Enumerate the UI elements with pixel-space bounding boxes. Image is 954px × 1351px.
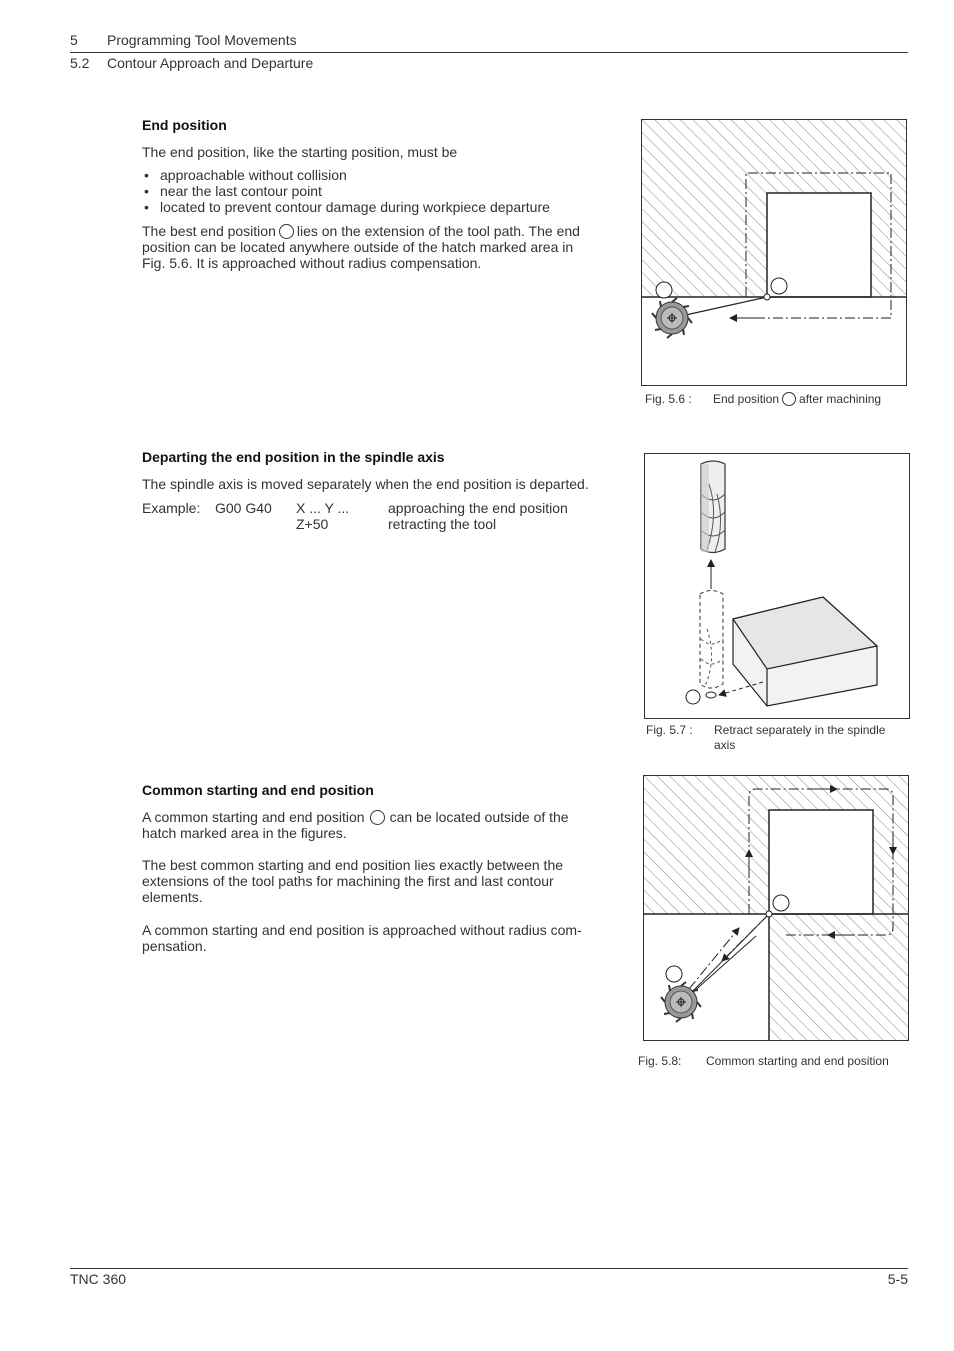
end-position-circle-icon	[279, 224, 294, 239]
section-number: 5.2	[70, 55, 90, 71]
spindle-intro: The spindle axis is moved separately when the end position is departed.	[142, 476, 589, 492]
figure-5-6	[641, 119, 907, 386]
list-item: • located to prevent contour damage during workpiece departure	[142, 199, 622, 215]
heading-common-position: Common starting and end position	[142, 782, 374, 798]
spindle-retract-diagram	[645, 454, 909, 718]
common-position-paragraph-2: The best common starting and end position lies exactly between the extensions of the tool paths for machining the first and last contour elements.	[142, 857, 564, 905]
figure-5-8-label: Fig. 5.8:	[638, 1054, 682, 1068]
end-position-circle-icon	[666, 966, 682, 982]
end-position-circle-icon	[686, 690, 700, 704]
list-item: • near the last contour point	[142, 183, 622, 199]
common-position-paragraph-1: A common starting and end position can be located outside of the hatch marked area in the figures.	[142, 809, 569, 841]
contour-point-circle-icon	[773, 895, 789, 911]
figure-5-7	[644, 453, 910, 719]
section-title: Contour Approach and Departure	[107, 55, 314, 71]
workpiece-block	[733, 597, 877, 706]
milling-cutter-icon	[661, 982, 701, 1022]
figure-5-8	[643, 775, 909, 1041]
heading-end-position: End position	[142, 117, 227, 133]
example-row1-command: X ... Y ...	[296, 500, 350, 516]
chapter-title: Programming Tool Movements	[107, 32, 297, 48]
figure-5-6-caption: End position after machining	[713, 392, 882, 406]
header-rule	[70, 52, 908, 53]
end-position-circle-icon	[782, 392, 796, 406]
end-position-diagram	[642, 120, 906, 385]
end-position-intro: The end position, like the starting position, must be	[142, 144, 458, 160]
figure-5-6-label: Fig. 5.6 :	[645, 392, 692, 406]
example-row2-description: retracting the tool	[388, 516, 497, 532]
contour-point-circle-icon	[771, 278, 787, 294]
end-position-circle-icon	[656, 282, 672, 298]
example-row2-command: Z+50	[296, 516, 329, 532]
figure-5-8-caption: Common starting and end position	[706, 1054, 889, 1068]
end-mill-icon	[701, 461, 725, 553]
list-item: • approachable without collision	[142, 167, 622, 183]
example-row1-description: approaching the end position	[388, 500, 568, 516]
example-code: G00 G40	[215, 500, 272, 516]
figure-5-7-caption-line2: axis	[714, 738, 736, 752]
footer-product: TNC 360	[70, 1271, 127, 1287]
end-position-paragraph: The best end position lies on the extension of the tool path. The end position can be located anywhere outside of the hatch marked area in Fig. 5.6. It is approached without radius compensation.	[142, 223, 580, 271]
figure-5-7-label: Fig. 5.7 :	[646, 723, 693, 737]
common-position-diagram	[644, 776, 908, 1040]
footer-rule	[70, 1268, 908, 1269]
page-number: 5-5	[887, 1271, 908, 1287]
figure-5-7-caption-line1: Retract separately in the spindle	[714, 723, 886, 737]
heading-departing-spindle-axis: Departing the end position in the spindle axis	[142, 449, 445, 465]
example-label: Example:	[142, 500, 201, 516]
requirements-list	[142, 167, 622, 215]
end-position-circle-icon	[370, 810, 385, 825]
milling-cutter-icon	[652, 298, 692, 338]
common-position-paragraph-3: A common starting and end position is approached without radius com- pensation.	[142, 922, 582, 954]
chapter-number: 5	[70, 32, 78, 48]
